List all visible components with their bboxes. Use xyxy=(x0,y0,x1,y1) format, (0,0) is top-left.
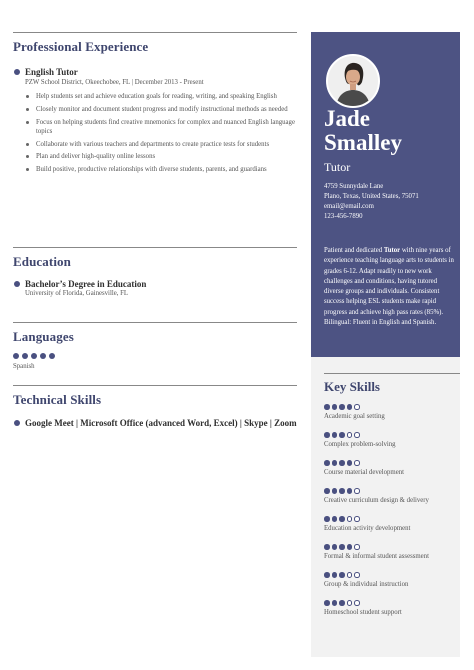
rating-dot-icon xyxy=(339,432,345,438)
key-skills-section xyxy=(311,357,460,657)
rating-dot-icon xyxy=(354,432,360,438)
rating-dot-icon xyxy=(324,432,330,438)
rating-dot-icon xyxy=(339,404,345,410)
duty-item: Collaborate with various teachers and departments to create practice tests for students xyxy=(25,140,297,149)
key-skill-item xyxy=(324,516,460,532)
profile-summary: Patient and dedicated Tutor with nine years of experience teaching language arts to students in grades 6-12. Adapt readily to new work challenges and conditions, having tutored diverse groups and individuals. Consistent success helping ESL students make rapid progress and achieve high pass rates (85%). Bilingual: Fluent in English and Spanish. xyxy=(324,247,454,327)
job-entry xyxy=(13,67,297,174)
education-section xyxy=(13,247,297,297)
skill-name: Complex problem-solving xyxy=(324,440,396,448)
skill-rating xyxy=(324,460,460,466)
section-divider xyxy=(13,322,297,323)
rating-dot-icon xyxy=(324,488,330,494)
duty-item: Closely monitor and document student progress and modify instructional methods as needed xyxy=(25,105,297,114)
rating-dot-icon xyxy=(324,516,330,522)
rating-dot-icon xyxy=(49,353,55,359)
rating-dot-icon xyxy=(332,516,338,522)
rating-dot-icon xyxy=(347,432,353,438)
duty-item: Help students set and achieve education goals for reading, writing, and speaking English xyxy=(25,92,297,101)
rating-dot-icon xyxy=(339,488,345,494)
phone: 123-456-7890 xyxy=(324,213,363,220)
rating-dot-icon xyxy=(40,353,46,359)
education-heading: Education xyxy=(13,254,71,269)
rating-dot-icon xyxy=(31,353,37,359)
rating-dot-icon xyxy=(347,460,353,466)
rating-dot-icon xyxy=(347,544,353,550)
section-divider xyxy=(324,373,460,374)
duty-item: Build positive, productive relationships with diverse students, parents, and guardians xyxy=(25,165,297,174)
key-skill-item xyxy=(324,432,460,448)
technical-skills-text: Google Meet | Microsoft Office (advanced Word, Excel) | Skype | Zoom xyxy=(13,417,297,430)
skill-name: Formal & informal student assessment xyxy=(324,552,429,560)
rating-dot-icon xyxy=(324,460,330,466)
rating-dot-icon xyxy=(354,404,360,410)
skill-name: Homeschool student support xyxy=(324,608,402,616)
rating-dot-icon xyxy=(332,572,338,578)
rating-dot-icon xyxy=(332,488,338,494)
rating-dot-icon xyxy=(339,600,345,606)
duties-list xyxy=(13,92,297,174)
rating-dot-icon xyxy=(347,600,353,606)
rating-dot-icon xyxy=(354,600,360,606)
profile-role: Tutor xyxy=(324,160,351,174)
rating-dot-icon xyxy=(354,516,360,522)
skill-rating xyxy=(324,600,460,606)
rating-dot-icon xyxy=(347,572,353,578)
email[interactable]: email@email.com xyxy=(324,203,374,210)
experience-section xyxy=(13,32,297,178)
section-divider xyxy=(13,32,297,33)
key-skill-item xyxy=(324,544,460,560)
address-line-1: 4759 Sunnydale Lane xyxy=(324,183,384,190)
languages-heading: Languages xyxy=(13,329,74,344)
key-skill-item xyxy=(324,460,460,476)
experience-heading: Professional Experience xyxy=(13,39,149,54)
rating-dot-icon xyxy=(324,572,330,578)
section-divider xyxy=(13,247,297,248)
school-name: University of Florida, Gainesville, FL xyxy=(25,290,129,297)
skill-rating xyxy=(324,488,460,494)
key-skill-item xyxy=(324,404,460,420)
rating-dot-icon xyxy=(347,404,353,410)
rating-dot-icon xyxy=(347,516,353,522)
key-skills-heading: Key Skills xyxy=(324,379,380,394)
skill-name: Education activity development xyxy=(324,524,411,532)
skill-name: Academic goal setting xyxy=(324,412,385,420)
key-skill-item xyxy=(324,488,460,504)
skill-rating xyxy=(324,572,460,578)
rating-dot-icon xyxy=(324,404,330,410)
degree-title: Bachelor’s Degree in Education xyxy=(13,279,297,289)
language-name: Spanish xyxy=(13,363,35,370)
skill-rating xyxy=(324,404,460,410)
rating-dot-icon xyxy=(22,353,28,359)
job-title: English Tutor xyxy=(13,67,297,77)
rating-dot-icon xyxy=(339,460,345,466)
key-skill-item xyxy=(324,600,460,616)
rating-dot-icon xyxy=(339,544,345,550)
skill-name: Group & individual instruction xyxy=(324,580,409,588)
rating-dot-icon xyxy=(354,544,360,550)
job-meta: PZW School District, Okeechobee, FL | December 2013 - Present xyxy=(25,79,204,86)
address-line-2: Plano, Texas, United States, 75071 xyxy=(324,193,419,200)
language-entry xyxy=(13,353,297,370)
rating-dot-icon xyxy=(347,488,353,494)
bullet-icon xyxy=(14,281,20,287)
rating-dot-icon xyxy=(332,460,338,466)
skill-name: Creative curriculum design & delivery xyxy=(324,496,429,504)
duty-item: Plan and deliver high-quality online lessons xyxy=(25,152,297,161)
technical-section xyxy=(13,385,297,430)
skill-name: Course material development xyxy=(324,468,405,476)
bullet-icon xyxy=(14,420,20,426)
rating-dot-icon xyxy=(332,600,338,606)
profile-name: Jade Smalley xyxy=(324,106,402,155)
rating-dot-icon xyxy=(332,432,338,438)
education-entry xyxy=(13,279,297,297)
languages-section xyxy=(13,322,297,370)
rating-dot-icon xyxy=(332,404,338,410)
contact-info xyxy=(324,182,419,222)
bullet-icon xyxy=(14,69,20,75)
skill-rating xyxy=(324,516,460,522)
rating-dot-icon xyxy=(324,544,330,550)
profile-photo-icon xyxy=(328,56,378,106)
technical-heading: Technical Skills xyxy=(13,392,102,407)
rating-dot-icon xyxy=(332,544,338,550)
rating-dot-icon xyxy=(354,488,360,494)
profile-panel xyxy=(311,32,460,357)
duty-item: Focus on helping students find creative mnemonics for complex and nuanced English language topics xyxy=(25,118,297,136)
rating-dot-icon xyxy=(339,516,345,522)
rating-dot-icon xyxy=(13,353,19,359)
rating-dot-icon xyxy=(354,572,360,578)
rating-dot-icon xyxy=(354,460,360,466)
section-divider xyxy=(13,385,297,386)
rating-dot-icon xyxy=(324,600,330,606)
key-skill-item xyxy=(324,572,460,588)
rating-dot-icon xyxy=(339,572,345,578)
skill-rating xyxy=(324,544,460,550)
language-rating xyxy=(13,353,297,359)
avatar xyxy=(326,54,380,108)
skill-rating xyxy=(324,432,460,438)
